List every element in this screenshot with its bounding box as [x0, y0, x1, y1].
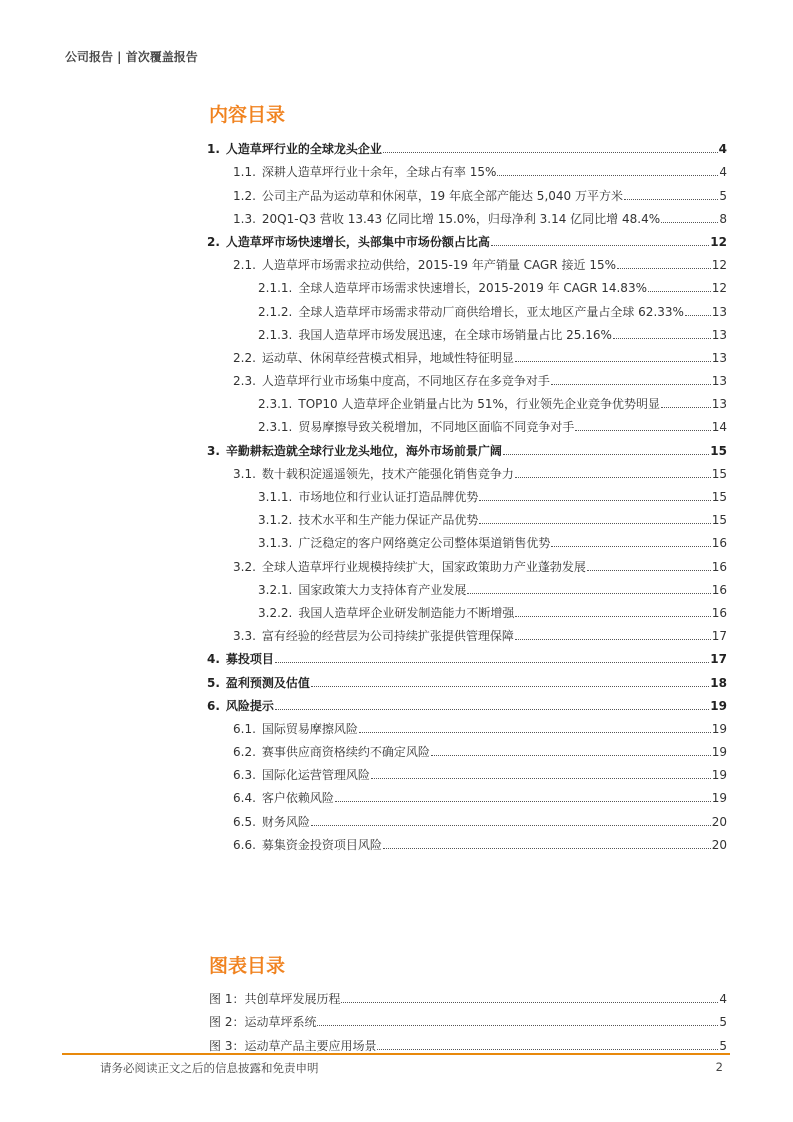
- toc-entry-text: 财务风险: [261, 814, 310, 829]
- toc-entry-page: 13: [711, 374, 727, 389]
- toc-entry-page: 19: [710, 698, 727, 713]
- toc-entry-number: 6.3.: [233, 768, 256, 783]
- toc-entry-text: 公司主产品为运动草和休闲草，19 年底全部产能达 5,040 万平方米: [261, 188, 623, 203]
- toc-entry-text: 盈利预测及估值: [225, 675, 310, 690]
- toc-entry[interactable]: [207, 550, 727, 573]
- toc-entry-number: 3.1.: [233, 466, 256, 481]
- toc-entry[interactable]: [207, 272, 727, 295]
- toc-entry-text: 运动草、休闲草经营模式相异，地域性特征明显: [261, 350, 514, 365]
- toc-entry-number: 2.3.1.: [258, 397, 293, 412]
- figure-entry-page: 5: [719, 1015, 727, 1029]
- toc-entry-text: 全球人造草坪市场需求快速增长，2015-2019 年 CAGR 14.83%: [298, 281, 647, 296]
- toc-entry[interactable]: [207, 133, 727, 156]
- toc-entry-text: 客户依赖风险: [261, 791, 334, 806]
- toc-entry-text: 募投项目: [225, 652, 274, 667]
- toc-entry-text: 我国人造草坪市场发展迅速，在全球市场销量占比 25.16%: [298, 327, 612, 342]
- toc-entry-page: 14: [711, 420, 727, 435]
- toc-entry[interactable]: [207, 736, 727, 759]
- toc-entry-number: 3.1.1.: [258, 490, 293, 504]
- toc-entry[interactable]: [207, 411, 727, 434]
- dot-leader: [491, 245, 709, 246]
- figure-entry-text: 图 2：运动草坪系统: [209, 1015, 317, 1029]
- toc-entry-page: 16: [711, 559, 727, 574]
- dot-leader: [515, 361, 711, 362]
- toc-entry[interactable]: [207, 782, 727, 805]
- toc-entry-number: 1.2.: [233, 188, 256, 203]
- figures-title: 图表目录: [209, 955, 286, 977]
- toc-entry[interactable]: [207, 690, 727, 713]
- toc-entry-page: 20: [711, 814, 727, 829]
- figure-entry[interactable]: [209, 982, 727, 1006]
- toc-entry[interactable]: [207, 713, 727, 736]
- dot-leader: [661, 222, 718, 223]
- toc-entry-page: 12: [711, 281, 727, 296]
- toc-entry-text: 广泛稳定的客户网络奠定公司整体渠道销售优势: [298, 536, 551, 551]
- figure-entry[interactable]: [209, 1006, 727, 1030]
- toc-entry[interactable]: [207, 388, 727, 411]
- figure-entry-text: 图 1：共创草坪发展历程: [209, 991, 341, 1006]
- dot-leader: [648, 291, 711, 292]
- toc-entry-number: 6.4.: [233, 791, 256, 806]
- toc-entry-number: 1.3.: [233, 211, 256, 226]
- toc-entry-page: 13: [711, 397, 727, 412]
- dot-leader: [467, 593, 710, 594]
- footer-disclaimer: 请务必阅读正文之后的信息披露和免责申明: [100, 1061, 319, 1075]
- toc-entry-text: 国际贸易摩擦风险: [261, 721, 358, 736]
- figure-entry-page: 4: [719, 991, 727, 1006]
- toc-entry[interactable]: [207, 805, 727, 828]
- toc-entry-page: 4: [718, 142, 727, 157]
- toc-entry-number: 6.: [207, 698, 220, 713]
- toc-entry-text: 人造草坪市场快速增长，头部集中市场份额占比高: [225, 234, 490, 249]
- dot-leader: [311, 686, 709, 687]
- dot-leader: [587, 570, 711, 571]
- toc-entry-text: 富有经验的经营层为公司持续扩张提供管理保障: [261, 629, 514, 644]
- dot-leader: [613, 338, 711, 339]
- table-of-contents: [207, 133, 727, 852]
- toc-entry-page: 15: [711, 466, 727, 481]
- toc-entry[interactable]: [207, 249, 727, 272]
- toc-entry-number: 3.2.1.: [258, 582, 293, 597]
- toc-entry[interactable]: [207, 342, 727, 365]
- dot-leader: [383, 152, 718, 153]
- toc-entry-number: 2.1.3.: [258, 327, 293, 342]
- toc-entry-number: 3.1.3.: [258, 536, 293, 551]
- dot-leader: [371, 778, 711, 779]
- toc-entry-page: 15: [711, 490, 727, 504]
- dot-leader: [551, 384, 711, 385]
- footer-divider: [62, 1053, 730, 1055]
- toc-entry[interactable]: [207, 434, 727, 457]
- toc-entry-text: 我国人造草坪企业研发制造能力不断增强: [298, 605, 515, 620]
- toc-entry-number: 1.1.: [233, 165, 256, 180]
- toc-entry-text: 辛勤耕耘造就全球行业龙头地位，海外市场前景广阔: [225, 443, 502, 458]
- toc-entry-page: 19: [711, 768, 727, 783]
- toc-entry-text: 风险提示: [225, 698, 274, 713]
- toc-entry-page: 12: [711, 258, 727, 273]
- dot-leader: [359, 732, 711, 733]
- dot-leader: [624, 199, 718, 200]
- toc-title: 内容目录: [209, 104, 286, 126]
- toc-entry-number: 6.6.: [233, 837, 256, 852]
- toc-entry-number: 3.2.: [233, 559, 256, 574]
- toc-entry-page: 13: [711, 304, 727, 319]
- figure-entry-text: 图 3：运动草产品主要应用场景: [209, 1038, 377, 1053]
- toc-entry[interactable]: [207, 527, 727, 550]
- toc-entry-page: 20: [711, 837, 727, 852]
- dot-leader: [479, 523, 710, 524]
- toc-entry[interactable]: [207, 319, 727, 342]
- toc-entry-number: 3.: [207, 443, 220, 458]
- figure-list: [209, 982, 727, 1053]
- dot-leader: [515, 616, 710, 617]
- toc-entry-number: 2.1.: [233, 258, 256, 273]
- toc-entry-number: 5.: [207, 675, 220, 690]
- toc-entry[interactable]: [207, 574, 727, 597]
- dot-leader: [341, 1002, 718, 1003]
- toc-entry-number: 2.3.1.: [258, 420, 293, 435]
- toc-entry-number: 1.: [207, 142, 220, 157]
- page-number: 2: [715, 1060, 723, 1074]
- toc-entry-page: 17: [710, 652, 727, 667]
- toc-entry-number: 2.: [207, 234, 220, 249]
- toc-entry-page: 19: [711, 721, 727, 736]
- toc-entry-number: 3.1.2.: [258, 513, 293, 528]
- toc-entry-text: 人造草坪行业市场集中度高，不同地区存在多竞争对手: [261, 374, 550, 389]
- toc-entry-text: 国际化运营管理风险: [261, 768, 370, 783]
- toc-entry-page: 17: [711, 629, 727, 644]
- dot-leader: [515, 477, 711, 478]
- toc-entry[interactable]: [207, 597, 727, 620]
- dot-leader: [551, 546, 710, 547]
- dot-leader: [377, 1049, 718, 1050]
- toc-entry-page: 18: [710, 675, 727, 690]
- toc-entry-text: 人造草坪市场需求拉动供给，2015-19 年产销量 CAGR 接近 15%: [261, 258, 616, 273]
- toc-entry[interactable]: [207, 226, 727, 249]
- toc-entry-page: 15: [710, 443, 727, 458]
- toc-entry-text: 贸易摩擦导致关税增加，不同地区面临不同竞争对手: [298, 420, 575, 435]
- toc-entry-page: 5: [719, 188, 727, 203]
- toc-entry-number: 2.3.: [233, 374, 256, 389]
- toc-entry-number: 3.3.: [233, 629, 256, 644]
- toc-entry[interactable]: [207, 203, 727, 226]
- dot-leader: [661, 407, 711, 408]
- toc-entry-text: 技术水平和生产能力保证产品优势: [298, 513, 479, 528]
- toc-entry[interactable]: [207, 620, 727, 643]
- toc-entry-page: 13: [711, 327, 727, 342]
- toc-entry-page: 16: [711, 536, 727, 551]
- dot-leader: [479, 500, 710, 501]
- toc-entry-page: 12: [710, 234, 727, 249]
- dot-leader: [575, 430, 710, 431]
- toc-entry-number: 6.5.: [233, 814, 256, 829]
- figure-entry-page: 5: [719, 1038, 727, 1053]
- toc-entry-text: 全球人造草坪市场需求带动厂商供给增长，亚太地区产量占全球 62.33%: [298, 304, 684, 319]
- dot-leader: [317, 1025, 718, 1026]
- toc-entry[interactable]: [207, 504, 727, 527]
- dot-leader: [515, 639, 711, 640]
- toc-entry-number: 4.: [207, 652, 220, 667]
- toc-entry[interactable]: [207, 156, 727, 179]
- toc-entry[interactable]: [207, 666, 727, 689]
- toc-entry-page: 15: [711, 513, 727, 528]
- dot-leader: [431, 755, 711, 756]
- toc-entry-text: 全球人造草坪行业规模持续扩大，国家政策助力产业蓬勃发展: [261, 559, 586, 574]
- toc-entry[interactable]: [207, 365, 727, 388]
- toc-entry-text: 募集资金投资项目风险: [261, 837, 382, 852]
- toc-entry[interactable]: [207, 295, 727, 318]
- toc-entry-page: 16: [711, 605, 727, 620]
- toc-entry-number: 2.2.: [233, 350, 256, 365]
- toc-entry-number: 3.2.2.: [258, 605, 293, 620]
- dot-leader: [383, 848, 711, 849]
- dot-leader: [311, 825, 711, 826]
- toc-entry-page: 4: [719, 165, 727, 180]
- toc-entry-text: 人造草坪行业的全球龙头企业: [225, 142, 382, 157]
- dot-leader: [275, 709, 709, 710]
- toc-entry-page: 16: [711, 582, 727, 597]
- dot-leader: [685, 315, 711, 316]
- report-header: 公司报告 | 首次覆盖报告: [65, 50, 198, 64]
- toc-entry[interactable]: [207, 643, 727, 666]
- toc-entry[interactable]: [207, 759, 727, 782]
- toc-entry-number: 6.1.: [233, 721, 256, 736]
- toc-entry-text: 20Q1-Q3 营收 13.43 亿同比增 15.0%，归母净利 3.14 亿同比增 48.4%: [261, 211, 661, 226]
- toc-entry-page: 19: [711, 745, 727, 760]
- toc-entry-number: 2.1.2.: [258, 304, 293, 319]
- toc-entry-page: 13: [711, 350, 727, 365]
- toc-entry-text: 国家政策大力支持体育产业发展: [298, 582, 467, 597]
- toc-entry-text: 赛事供应商资格续约不确定风险: [261, 745, 430, 760]
- dot-leader: [275, 662, 709, 663]
- toc-entry[interactable]: [207, 829, 727, 852]
- dot-leader: [503, 454, 709, 455]
- toc-entry-text: TOP10 人造草坪企业销量占比为 51%，行业领先企业竞争优势明显: [298, 397, 660, 412]
- toc-entry[interactable]: [207, 458, 727, 481]
- toc-entry-text: 数十载积淀遥遥领先，技术产能强化销售竞争力: [261, 466, 514, 481]
- toc-entry-text: 市场地位和行业认证打造品牌优势: [298, 490, 479, 504]
- toc-entry-number: 2.1.1.: [258, 281, 293, 296]
- toc-entry-text: 深耕人造草坪行业十余年，全球占有率 15%: [261, 165, 497, 180]
- dot-leader: [497, 175, 718, 176]
- toc-entry-page: 19: [711, 791, 727, 806]
- dot-leader: [335, 801, 711, 802]
- toc-entry-page: 8: [719, 211, 727, 226]
- figure-entry[interactable]: [209, 1029, 727, 1053]
- dot-leader: [617, 268, 711, 269]
- toc-entry[interactable]: [207, 481, 727, 504]
- toc-entry-number: 6.2.: [233, 745, 256, 760]
- toc-entry[interactable]: [207, 179, 727, 202]
